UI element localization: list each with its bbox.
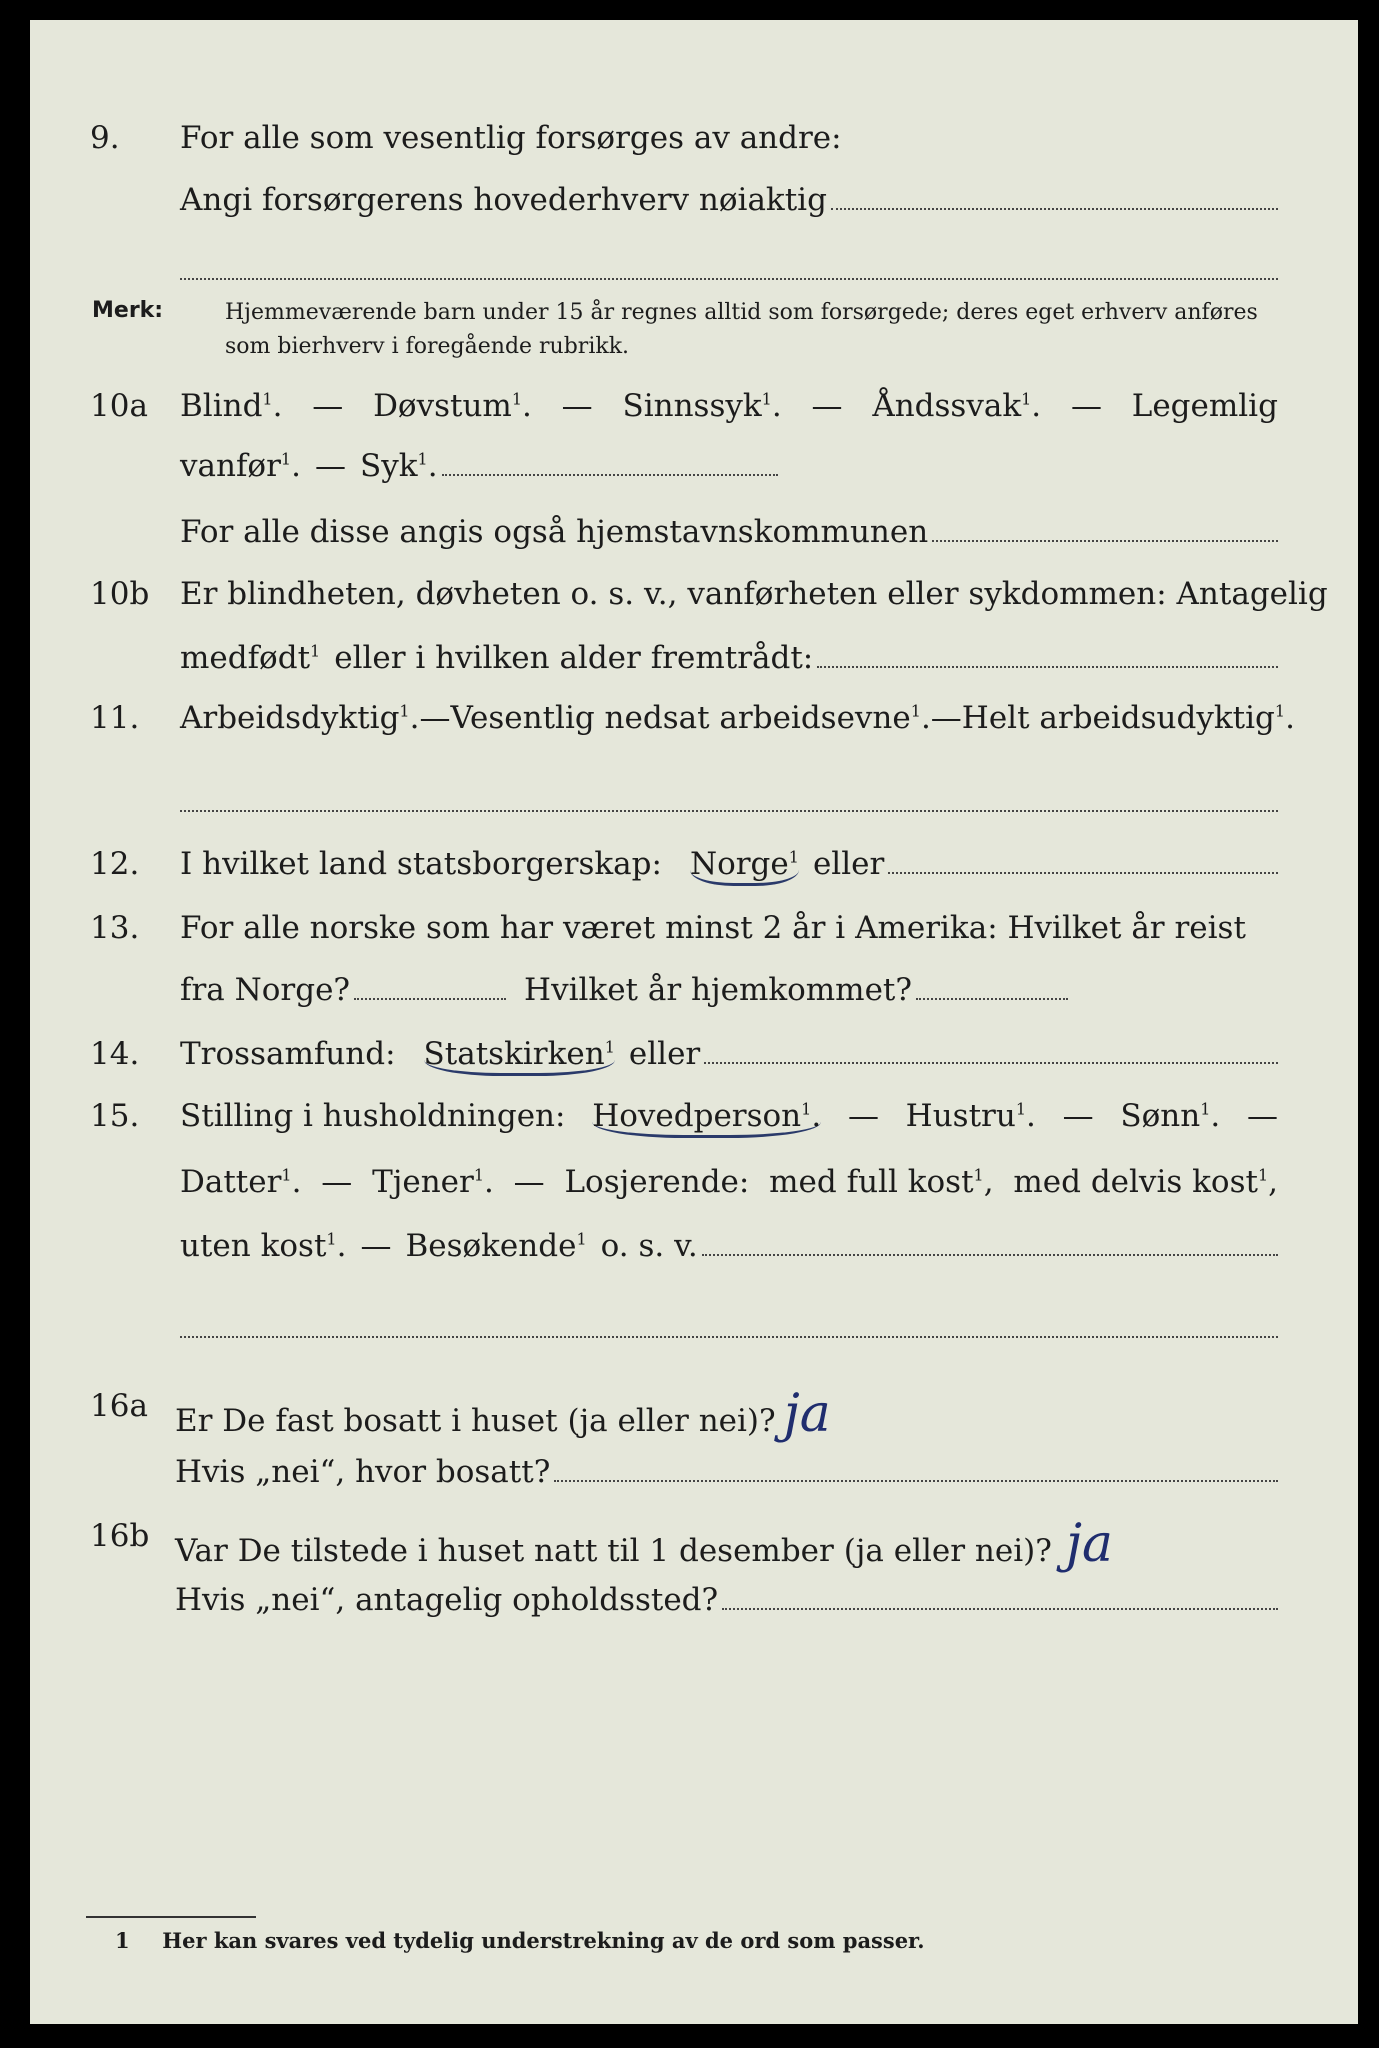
answer-blank-line[interactable] <box>180 810 1278 812</box>
question-number: 13. <box>90 910 140 946</box>
question-text: Var De tilstede i huset natt til 1 desember (ja eller nei)? <box>175 1533 1052 1569</box>
option-besokende: Besøkende$^1$ <box>405 1228 587 1264</box>
option-sonn: Sønn$^1$. <box>1120 1098 1221 1134</box>
census-form-page: 9. For alle som vesentlig forsørges av andre: Angi forsørgerens hovederhverv nøiaktig Merk: Hjemmeværende barn under 15 år regnes alltid som forsørgede; deres eget erhverv anføres som bierhverv i foregående rubrikk. 10a Blind$^1$. — Døvstum$^1$. — Sinnssyk$^1$. — Åndssvak$^1$. — Legemlig vanfør$^1$. — Syk$^1$. For alle disse angis også hjemstavnskommunen 10b Er blindheten, døvheten o. s. v., vanførheten eller sykdommen: Antagelig medfødt$^1$ eller i hvilken alder fremtrådt: 11. Arbeidsdyktig$^1$. — Vesentlig nedsat arbeidsevne$^1$. — Helt arbeidsudyktig$^1$. 12. I hvilket land statsborgerskap: Norge$^1$ eller 13. For alle norske som har været minst 2 år i Amerika: Hvilket år reist fra Norge? Hvilket år hjemkommet? 14. Trossamfund: Statskirken$^1$ eller 15. Stilling i husholdningen: Hovedperson$^1$. — Hustru$^1$. — Sønn$^1$. — Datter$^1$. — Tjener$^1$. — Losjerende: med full kost$^1$, med delvis kost$^1$, uten kost$^1$. — Besøkende$^1$ o. s. v. 16a Er De fast bosatt i huset (ja eller nei)? ja Hvis „nei“, hvor bosatt? 16b Var De tilstede i huset natt til 1 desember (ja eller nei)? ja Hvis „nei“, antagelig opholdssted? 1 Her kan svares ved tydelig understrekning av de ord som passer. <box>30 20 1358 2024</box>
question-text: Trossamfund: <box>180 1036 396 1072</box>
answer-blank[interactable] <box>831 208 1278 210</box>
question-text: For alle disse angis også hjemstavnskommunen <box>180 514 929 550</box>
question-number: 16b <box>90 1518 150 1554</box>
answer-blank[interactable] <box>888 872 1278 874</box>
option-delvis-kost: med delvis kost$^1$, <box>1013 1164 1278 1200</box>
answer-blank-reist[interactable] <box>354 998 506 1000</box>
answer-blank[interactable] <box>722 1608 1278 1610</box>
question-number: 14. <box>90 1036 140 1072</box>
answer-blank[interactable] <box>554 1480 1278 1482</box>
question-text: I hvilket land statsborgerskap: <box>180 846 662 882</box>
option-full-kost: med full kost$^1$, <box>769 1164 994 1200</box>
option-hovedperson-underlined: Hovedperson$^1$. <box>592 1098 821 1138</box>
note-label: Merk: <box>92 298 164 323</box>
question-text: For alle som vesentlig forsørges av andre: <box>180 120 842 156</box>
option-legemlig: Legemlig <box>1131 388 1278 424</box>
answer-blank-line[interactable] <box>180 278 1278 280</box>
option-hustru: Hustru$^1$. <box>905 1098 1036 1134</box>
option-blind: Blind$^1$. <box>180 388 283 424</box>
question-text: Hvis „nei“, hvor bosatt? <box>175 1454 551 1490</box>
question-text: Stilling i husholdningen: <box>180 1098 566 1134</box>
option-andssvak: Åndssvak$^1$. <box>872 388 1042 424</box>
answer-blank[interactable] <box>442 474 778 476</box>
option-norge-underlined: Norge$^1$ <box>690 846 799 886</box>
option-statskirken-underlined: Statskirken$^1$ <box>424 1036 615 1076</box>
option-datter: Datter$^1$. <box>180 1164 302 1200</box>
option-arbeidsdyktig: Arbeidsdyktig$^1$. <box>180 700 420 736</box>
question-number: 11. <box>90 700 140 736</box>
option-uten-kost: uten kost$^1$. <box>180 1228 347 1264</box>
question-number: 9. <box>90 120 120 156</box>
option-nedsat: Vesentlig nedsat arbeidsevne$^1$. <box>450 700 931 736</box>
question-text: eller i hvilken alder fremtrådt: <box>334 640 814 676</box>
footnote <box>115 1928 925 1953</box>
question-number: 10a <box>90 388 148 424</box>
footnote-text: Her kan svares ved tydelig understrekning av de ord som passer. <box>162 1928 925 1953</box>
option-syk: Syk$^1$. <box>359 448 438 484</box>
question-text: Er blindheten, døvheten o. s. v., vanførheten eller sykdommen: Antagelig <box>180 576 1328 612</box>
answer-blank-line[interactable] <box>180 1336 1278 1338</box>
option-medfodt: medfødt$^1$ <box>180 640 321 676</box>
option-dovstum: Døvstum$^1$. <box>373 388 532 424</box>
question-text: Angi forsørgerens hovederhverv nøiaktig <box>180 182 827 218</box>
option-sinnssyk: Sinnssyk$^1$. <box>622 388 782 424</box>
question-text: Hvis „nei“, antagelig opholdssted? <box>175 1582 719 1618</box>
question-text: For alle norske som har været minst 2 år i Amerika: Hvilket år reist <box>180 910 1246 946</box>
footnote-mark: 1 <box>115 1928 130 1953</box>
footnote-divider <box>86 1916 256 1918</box>
option-udyktig: Helt arbeidsudyktig$^1$. <box>961 700 1295 736</box>
option-vanfor: vanfør$^1$. <box>180 448 301 484</box>
answer-blank[interactable] <box>702 1254 1278 1256</box>
option-tjener: Tjener$^1$. <box>372 1164 494 1200</box>
note-text: Hjemmeværende barn under 15 år regnes alltid som forsørgede; deres eget erhverv anføres som bierhverv i foregående rubrikk. <box>225 300 1258 359</box>
question-number: 12. <box>90 846 140 882</box>
question-number: 15. <box>90 1098 140 1134</box>
question-number: 10b <box>90 576 150 612</box>
answer-blank[interactable] <box>817 666 1278 668</box>
answer-blank[interactable] <box>704 1062 1278 1064</box>
answer-blank[interactable] <box>932 540 1278 542</box>
answer-blank-hjemkommet[interactable] <box>916 998 1068 1000</box>
handwritten-answer-16b: ja <box>1065 1514 1113 1574</box>
question-text: Er De fast bosatt i huset (ja eller nei)? <box>175 1403 776 1439</box>
question-number: 16a <box>90 1388 148 1424</box>
handwritten-answer-16a: ja <box>783 1384 831 1444</box>
